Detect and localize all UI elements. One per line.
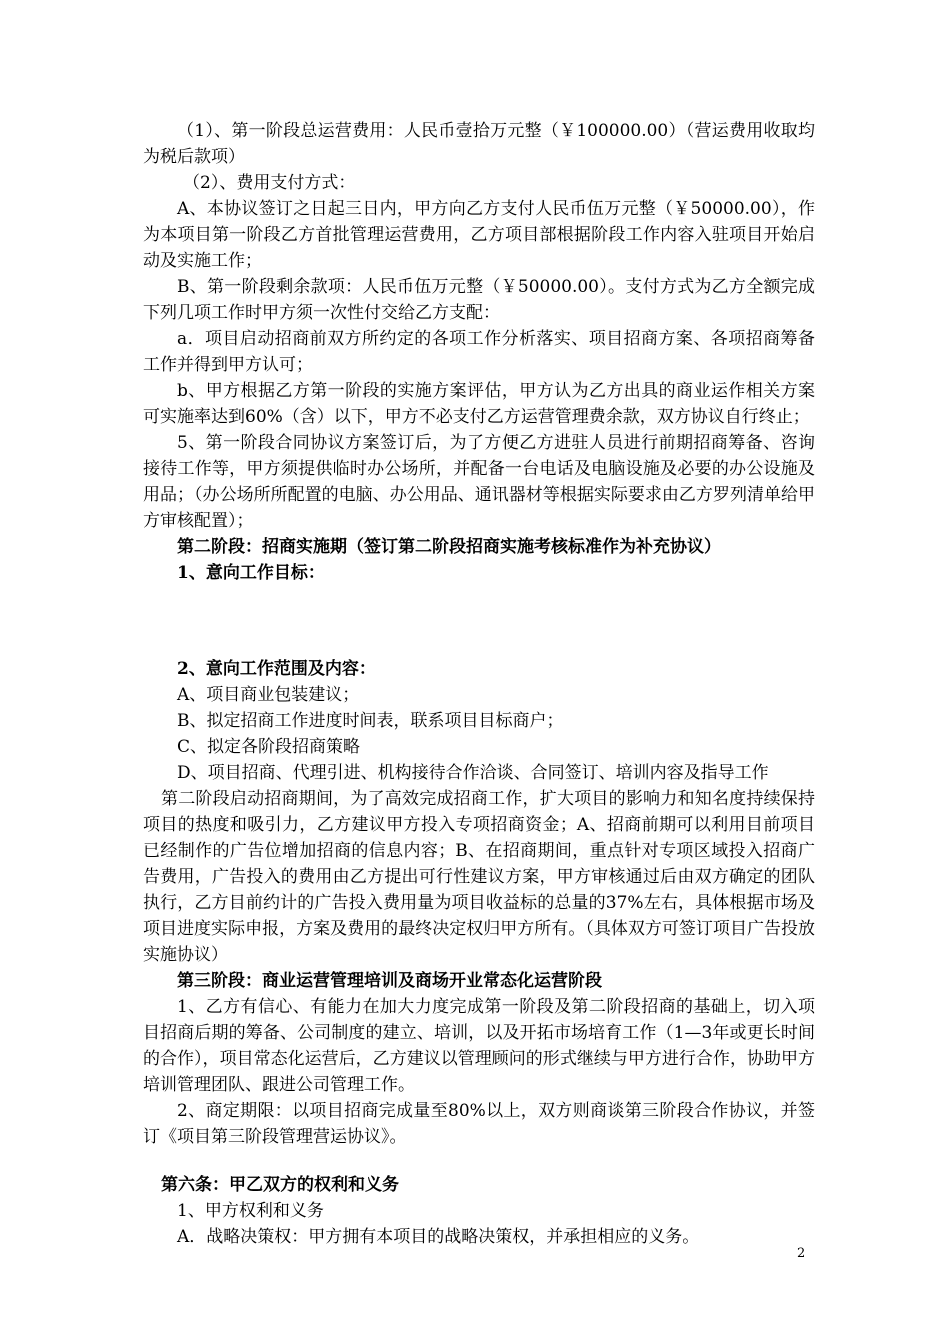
paragraph: （1）、第一阶段总运营费用：人民币壹拾万元整（￥100000.00）（营运费用收取均为税后款项）	[143, 121, 815, 167]
paragraph: A、项目商业包装建议；	[177, 685, 360, 705]
paragraph: A、本协议签订之日起三日内，甲方向乙方支付人民币伍万元整（￥50000.00），作为本项目第一阶段乙方首批管理运营费用，乙方项目部根据阶段工作内容入驻项目开始启动及实施工作；	[143, 199, 815, 271]
paragraph-spacer	[143, 586, 815, 656]
document-body	[143, 118, 815, 1250]
paragraph: （2）、费用支付方式：	[183, 173, 356, 193]
section-heading: 第三阶段：商业运营管理培训及商场开业常态化运营阶段	[177, 971, 602, 991]
paragraph: a．项目启动招商前双方所约定的各项工作分析落实、项目招商方案、各项招商筹备工作并得到甲方认可；	[143, 329, 815, 375]
paragraph: C、拟定各阶段招商策略	[177, 737, 361, 757]
paragraph: B、第一阶段剩余款项：人民币伍万元整（￥50000.00）。支付方式为乙方全额完成下列几项工作时甲方须一次性付交给乙方支配：	[143, 277, 815, 323]
paragraph: 1、甲方权利和义务	[177, 1201, 324, 1221]
paragraph: A．战略决策权：甲方拥有本项目的战略决策权，并承担相应的义务。	[177, 1227, 700, 1247]
paragraph: 1、乙方有信心、有能力在加大力度完成第一阶段及第二阶段招商的基础上，切入项目招商后期的筹备、公司制度的建立、培训，以及开拓市场培育工作（1—3年或更长时间的合作），项目常态化运营后，乙方建议以管理顾问的形式继续与甲方进行合作，协助甲方培训管理团队、跟进公司管理工作。	[143, 997, 815, 1095]
paragraph: 2、商定期限：以项目招商完成量至80%以上，双方则商谈第三阶段合作协议，并签订《项目第三阶段管理营运协议》。	[143, 1101, 815, 1147]
paragraph-spacer	[143, 1150, 815, 1172]
section-heading: 第六条：甲乙双方的权利和义务	[161, 1175, 399, 1195]
paragraph: 第二阶段启动招商期间，为了高效完成招商工作，扩大项目的影响力和知名度持续保持项目的热度和吸引力，乙方建议甲方投入专项招商资金；A、招商前期可以利用目前项目已经制作的广告位增加招商的信息内容；B、在招商期间，重点针对专项区域投入招商广告费用，广告投入的费用由乙方提出可行性建议方案，甲方审核通过后由双方确定的团队执行，乙方目前约计的广告投入费用量为项目收益标的总量的37%左右，具体根据市场及项目进度实际申报，方案及费用的最终决定权归甲方所有。（具体双方可签订项目广告投放实施协议）	[143, 789, 815, 965]
paragraph: 5、第一阶段合同协议方案签订后，为了方便乙方进驻人员进行前期招商筹备、咨询接待工作等，甲方须提供临时办公场所，并配备一台电话及电脑设施及必要的办公设施及用品；（办公场所所配置的电脑、办公用品、通讯器材等根据实际要求由乙方罗列清单给甲方审核配置）；	[143, 433, 815, 531]
paragraph: D、项目招商、代理引进、机构接待合作洽谈、合同签订、培训内容及指导工作	[177, 763, 769, 783]
section-heading: 第二阶段：招商实施期（签订第二阶段招商实施考核标准作为补充协议）	[177, 537, 721, 557]
paragraph: b、甲方根据乙方第一阶段的实施方案评估，甲方认为乙方出具的商业运作相关方案可实施率达到60%（含）以下，甲方不必支付乙方运营管理费余款，双方协议自行终止；	[143, 381, 815, 427]
section-heading: 1、意向工作目标：	[177, 563, 325, 583]
section-heading: 2、意向工作范围及内容：	[177, 659, 376, 679]
paragraph: B、拟定招商工作进度时间表，联系项目目标商户；	[177, 711, 564, 731]
page-number: 2	[797, 1246, 806, 1261]
